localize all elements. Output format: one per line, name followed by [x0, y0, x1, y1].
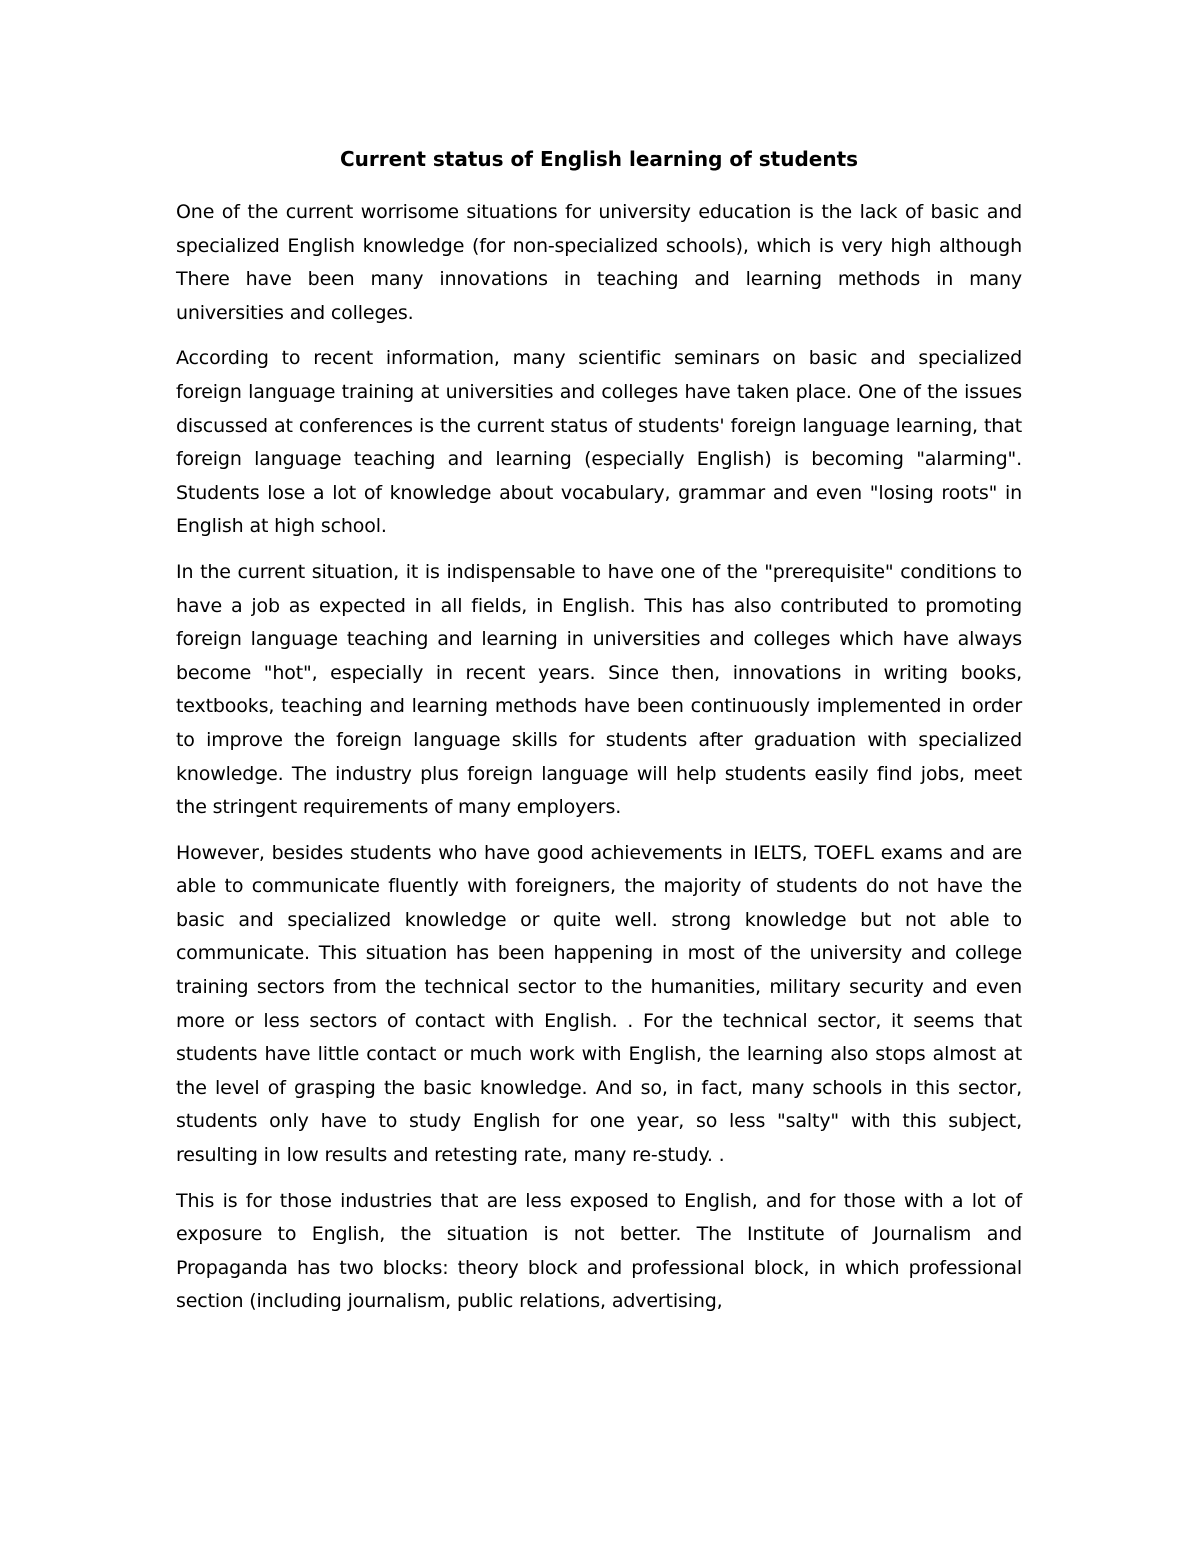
- document-title: Current status of English learning of students: [339, 147, 859, 171]
- paragraph-5: This is for those industries that are less exposed to English, and for those with a lot of exposure to English, the situation is not better. The Institute of Journalism and Propaganda has two blocks: theory block and professional block, in which professional section (including journalism, public relations, advertising,: [176, 1189, 1022, 1313]
- document-body: [176, 144, 1022, 1331]
- paragraph-2: According to recent information, many scientific seminars on basic and specialized foreign language training at universities and colleges have taken place. One of the issues discussed at conferences is the current status of students' foreign language learning, that foreign language teaching and learning (especially English) is becoming "alarming". Students lose a lot of knowledge about vocabulary, grammar and even "losing roots" in English at high school.: [176, 347, 1022, 538]
- paragraph-3: In the current situation, it is indispensable to have one of the "prerequisite" conditions to have a job as expected in all fields, in English. This has also contributed to promoting foreign language teaching and learning in universities and colleges which have always become "hot", especially in recent years. Since then, innovations in writing books, textbooks, teaching and learning methods have been continuously implemented in order to improve the foreign language skills for students after graduation with specialized knowledge. The industry plus foreign language will help students easily find jobs, meet the stringent requirements of many employers.: [176, 560, 1022, 819]
- paragraph-1: One of the current worrisome situations for university education is the lack of basic and specialized English knowledge (for non-specialized schools), which is very high although There have been many innovations in teaching and learning methods in many universities and colleges.: [176, 201, 1022, 324]
- paragraph-4: However, besides students who have good achievements in IELTS, TOEFL exams and are able to communicate fluently with foreigners, the majority of students do not have the basic and specialized knowledge or quite well. strong knowledge but not able to communicate. This situation has been happening in most of the university and college training sectors from the technical sector to the humanities, military security and even more or less sectors of contact with English. . For the technical sector, it seems that students have little contact or much work with English, the learning also stops almost at the level of grasping the basic knowledge. And so, in fact, many schools in this sector, students only have to study English for one year, so less "salty" with this subject, resulting in low results and retesting rate, many re-study. .: [176, 841, 1022, 1167]
